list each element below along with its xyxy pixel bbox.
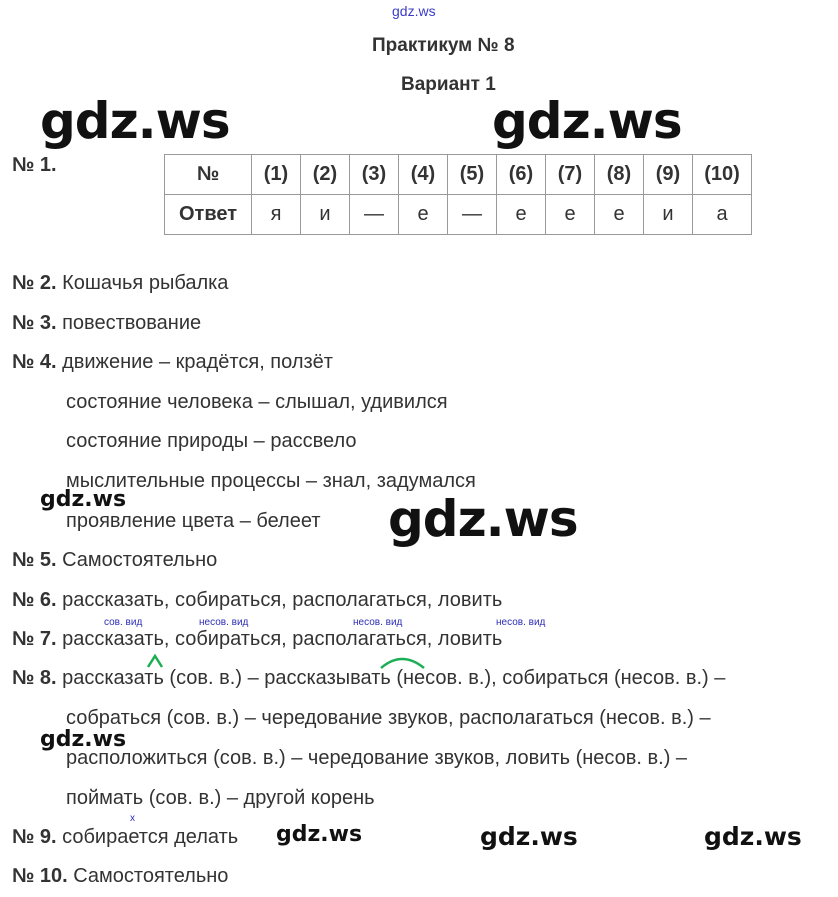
task-answer: повествование xyxy=(62,312,202,334)
table-cell: — xyxy=(350,195,399,235)
task8 xyxy=(12,666,725,690)
aspect-note: сов. вид xyxy=(104,617,143,628)
task-answer-line: движение – крадётся, ползёт xyxy=(62,351,333,373)
task-answer: рассказать, собираться, располагаться, ловить xyxy=(62,589,503,611)
table-cell: № xyxy=(165,155,252,195)
task8-line: расположиться (сов. в.) – чередование звуков, ловить (несов. в.) – xyxy=(66,747,688,769)
table-cell: (6) xyxy=(497,155,546,195)
task-label: № 5. xyxy=(12,549,57,571)
watermark-mid-3: gdz.ws xyxy=(276,822,363,847)
table-cell: (5) xyxy=(448,155,497,195)
table-cell: — xyxy=(448,195,497,235)
table-cell: (3) xyxy=(350,155,399,195)
task9 xyxy=(12,825,238,849)
watermark-mid-2: gdz.ws xyxy=(40,727,127,752)
task-label: № 10. xyxy=(12,865,68,887)
task-label: № 4. xyxy=(12,351,57,373)
watermark-mid-1: gdz.ws xyxy=(40,487,127,512)
task-answer: рассказать, собираться, располагаться, ловить xyxy=(62,628,503,650)
underline-mark: x xyxy=(130,813,135,824)
task-answer-line: рассказать (сов. в.) – рассказывать (несов. в.), собираться (несов. в.) – xyxy=(62,667,726,689)
task-answer: собирается делать xyxy=(62,826,239,848)
table-cell: (1) xyxy=(252,155,301,195)
task8-line: поймать (сов. в.) – другой корень xyxy=(66,787,375,809)
watermark-big-left: gdz.ws xyxy=(40,92,230,150)
table-cell: и xyxy=(644,195,693,235)
task4-line: состояние человека – слышал, удивился xyxy=(66,391,448,413)
task10 xyxy=(12,864,228,888)
table-cell: е xyxy=(546,195,595,235)
task-label: № 6. xyxy=(12,589,57,611)
table-cell: я xyxy=(252,195,301,235)
task4-line: состояние природы – рассвело xyxy=(66,430,357,452)
table-cell: Ответ xyxy=(165,195,252,235)
task-answer: Самостоятельно xyxy=(62,549,218,571)
aspect-note: несов. вид xyxy=(353,617,403,628)
table-cell: (8) xyxy=(595,155,644,195)
watermark-top: gdz.ws xyxy=(392,3,436,19)
page-title: Практикум № 8 xyxy=(372,35,515,56)
table-cell: е xyxy=(399,195,448,235)
task-label: № 3. xyxy=(12,312,57,334)
task-label: № 7. xyxy=(12,628,57,650)
table-cell: (9) xyxy=(644,155,693,195)
watermark-big-center: gdz.ws xyxy=(388,490,578,548)
table-cell: е xyxy=(497,195,546,235)
task-label: № 9. xyxy=(12,826,57,848)
table-cell: (4) xyxy=(399,155,448,195)
aspect-note: несов. вид xyxy=(496,617,546,628)
task1-label: № 1. xyxy=(12,154,57,176)
variant-title: Вариант 1 xyxy=(401,74,496,95)
task-answer: Кошачья рыбалка xyxy=(62,272,229,294)
watermark-mid-5: gdz.ws xyxy=(704,822,802,851)
watermark-mid-4: gdz.ws xyxy=(480,822,578,851)
table-cell: и xyxy=(301,195,350,235)
aspect-note: несов. вид xyxy=(199,617,249,628)
watermark-big-right: gdz.ws xyxy=(492,92,682,150)
task-answer: Самостоятельно xyxy=(73,865,229,887)
task4-line: проявление цвета – белеет xyxy=(66,510,321,532)
table-cell: (2) xyxy=(301,155,350,195)
table-cell: (10) xyxy=(693,155,752,195)
table-cell: е xyxy=(595,195,644,235)
task4-line: мыслительные процессы – знал, задумался xyxy=(66,470,476,492)
task-label: № 8. xyxy=(12,667,57,689)
task-label: № 2. xyxy=(12,272,57,294)
table-cell: (7) xyxy=(546,155,595,195)
task8-line: собраться (сов. в.) – чередование звуков, располагаться (несов. в.) – xyxy=(66,707,711,729)
table-cell: а xyxy=(693,195,752,235)
